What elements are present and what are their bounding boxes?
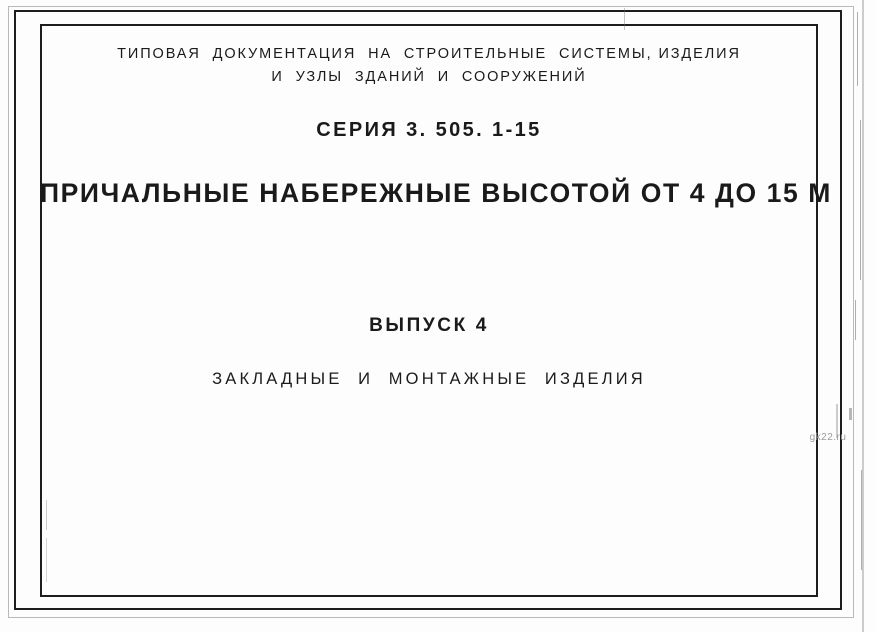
scan-artifact-streak [860,120,861,280]
scan-artifact-streak [857,12,858,86]
scan-artifact-streak [862,0,864,632]
document-kicker-line-2: И УЗЛЫ ЗДАНИЙ И СООРУЖЕНИЙ [271,69,587,85]
watermark-text: gk22.ru [809,432,847,443]
series-label: СЕРИЯ 3. 505. 1-15 [316,119,542,141]
issue-label: ВЫПУСК 4 [369,315,489,336]
scan-artifact-streak [855,300,856,340]
scan-artifact-streak [861,470,862,570]
page-title: ПРИЧАЛЬНЫЕ НАБЕРЕЖНЫЕ ВЫСОТОЙ ОТ 4 ДО 15 М [40,178,832,208]
scan-artifact-streak [849,408,852,420]
document-kicker-line-1: ТИПОВАЯ ДОКУМЕНТАЦИЯ НА СТРОИТЕЛЬНЫЕ СИСТЕМЫ, ИЗДЕЛИЯ [117,46,741,62]
issue-subtitle: ЗАКЛАДНЫЕ И МОНТАЖНЫЕ ИЗДЕЛИЯ [212,370,646,388]
